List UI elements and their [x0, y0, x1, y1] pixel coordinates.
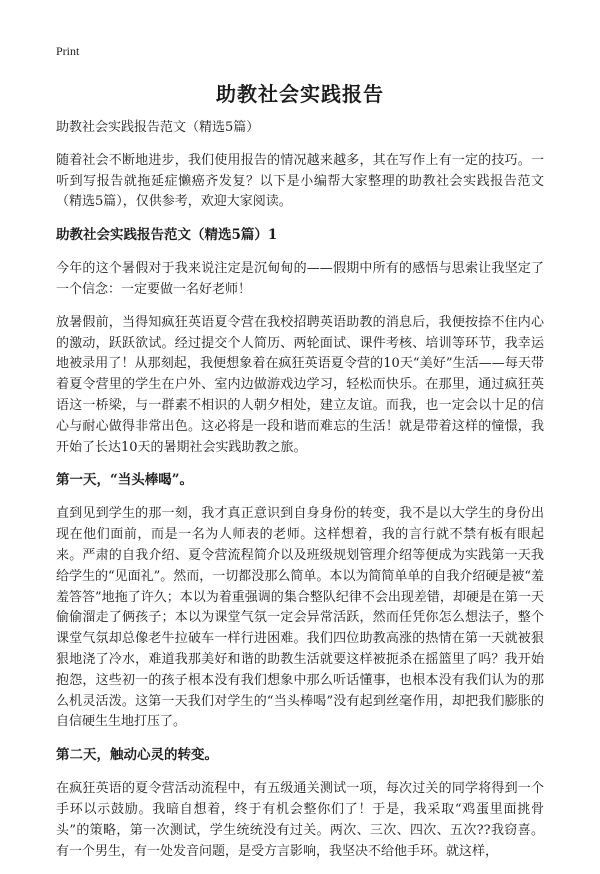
day-two-heading: 第二天，触动心灵的转变。 — [56, 747, 218, 764]
paragraph: 放暑假前，当得知疯狂英语夏令营在我校招聘英语助教的消息后，我便按捺不住内心的激动，跃跃欲试。经过提交个人简历、两轮面试、课件考核、培训等环节，我幸运地被录用了！从那刻起，我便想象着在疯狂英语夏令营的10天“美好”生活——每天带着夏令营里的学生在户外、室内边做游戏边学习，轻松而快乐。在那里，通过疯狂英语这一桥梁，与一群素不相识的人朝夕相处，建立友谊。而我，也一定会以十足的信心与耐心做得非常出色。这必将是一段和谐而难忘的生活！就是带着这样的憧憬，我开始了长达10天的暑期社会实践助教之旅。 — [56, 314, 544, 455]
page-title: 助教社会实践报告 — [216, 82, 384, 106]
article-body — [56, 118, 544, 874]
article-subtitle: 助教社会实践报告范文（精选5篇） — [56, 120, 260, 135]
section-heading: 助教社会实践报告范文（精选5篇）1 — [56, 227, 278, 244]
paragraph: 今年的这个暑假对于我来说注定是沉甸甸的——假期中所有的感悟与思索让我坚定了一个信念：一定要做一名好老师！ — [56, 261, 544, 297]
day-one-heading: 第一天，“当头棒喝”。 — [56, 472, 194, 489]
intro-paragraph: 随着社会不断地进步，我们使用报告的情况越来越多，其在写作上有一定的技巧。一听到写报告就拖延症懒癌齐发复？以下是小编帮大家整理的助教社会实践报告范文（精选5篇），仅供参考，欢迎大家阅读。 — [56, 152, 544, 210]
paragraph: 在疯狂英语的夏令营活动流程中，有五级通关测试一项，每次过关的同学将得到一个手环以示鼓励。我暗自想着，终于有机会整你们了！于是，我采取“鸡蛋里面挑骨头”的策略，第一次测试，学生统统没有过关。两次、三次、四次、五次??我窃喜。有一个男生，有一处发音问题，是受方言影响，我坚决不给他手环。就这样， — [56, 781, 544, 859]
paragraph: 直到见到学生的那一刻，我才真正意识到自身身份的转变，我不是以大学生的身份出现在他们面前，而是一名为人师表的老师。这样想着，我的言行就不禁有板有眼起来。严肃的自我介绍、夏令营流程简介以及班级规划管理介绍等便成为实践第一天我给学生的“见面礼”。然而，一切都没那么简单。本以为简简单单的自我介绍硬是被“羞羞答答”地拖了许久；本以为着重强调的集合整队纪律不会出现差错，却硬是在第一天偷偷溜走了俩孩子；本以为课堂气氛一定会异常活跃，然而任凭你怎么想法子，整个课堂气氛却总像老牛拉破车一样行进困难。我们四位助教高涨的热情在第一天就被狠狠地浇了冷水，难道我那美好和谐的助教生活就要这样被扼杀在摇篮里了吗？我开始抱怨，这些初一的孩子根本没有我们想象中那么听话懂事，也根本没有我们认为的那么机灵活泼。这第一天我们对学生的“当头棒喝”没有起到丝毫作用，却把我们膨胀的自信硬生生地打压了。 — [56, 506, 544, 730]
print-link[interactable]: Print — [56, 44, 80, 58]
